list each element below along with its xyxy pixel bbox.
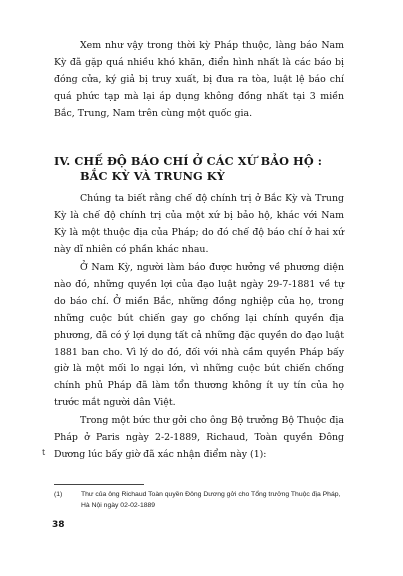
margin-mark: t [42,448,46,457]
heading-line-2: BẮC KỲ VÀ TRUNG KỲ [80,169,225,183]
footnote-divider [54,484,144,485]
paragraph-4 [54,413,344,464]
section-heading [54,154,346,184]
paragraph-1-text: Xem như vậy trong thời kỳ Pháp thuộc, làng báo Nam Kỳ đã gặp quá nhiều khó khăn, điển hình nhất là các báo bị đóng cửa, ký giả bị truy xuất, bị đưa ra tòa, luật lệ báo chí quá phức tạp mà lại áp dụng không đồng nhất tại 3 miền Bắc, Trung, Nam trên cùng một quốc gia. [54,40,344,119]
paragraph-3 [54,260,344,412]
footnote-number: (1) [54,491,63,498]
paragraph-3-text: Ở Nam Kỳ, người làm báo được hưởng về phương diện nào đó, những quyền lợi của đạo luật ngày 29-7-1881 về tự do báo chí. Ở miền Bắc, những đồng nghiệp của họ, trong những cuộc bút chiến gay go chống lại chính quyền địa phương, đã có ý lợi dụng tất cả những đặc quyền do đạo luật 1881 ban cho. Vì lý do đó, đối với nhà cầm quyền Pháp bấy giờ là một mối lo ngại lớn, vì những cuộc bút chiến chống chính phủ Pháp đã làm tổn thương không ít uy tín của họ trước mắt người dân Việt. [54,262,344,409]
paragraph-4-text: Trong một bức thư gởi cho ông Bộ trưởng Bộ Thuộc địa Pháp ở Paris ngày 2-2-1889, Richaud, Toàn quyền Đông Dương lúc bấy giờ đã xác nhận điểm này (1): [54,415,344,460]
paragraph-1 [54,38,344,123]
paragraph-2 [54,191,344,259]
footnote-text: Thư của ông Richaud Toàn quyền Đông Dương gởi cho Tổng trưởng Thuộc địa Pháp, Hà Nội ngày 02-02-1889 [81,491,341,509]
page-number: 38 [52,520,65,530]
paragraph-2-text: Chúng ta biết rằng chế độ chính trị ở Bắc Kỳ và Trung Kỳ là chế độ chính trị của một xứ bị bảo hộ, khác với Nam Kỳ là một thuộc địa của Pháp; do đó chế độ báo chí ở hai xứ này dĩ nhiên có phần khác nhau. [54,193,344,255]
footnote [54,489,346,511]
heading-line-1: IV. CHẾ ĐỘ BÁO CHÍ Ở CÁC XỨ BẢO HỘ : [54,154,323,168]
